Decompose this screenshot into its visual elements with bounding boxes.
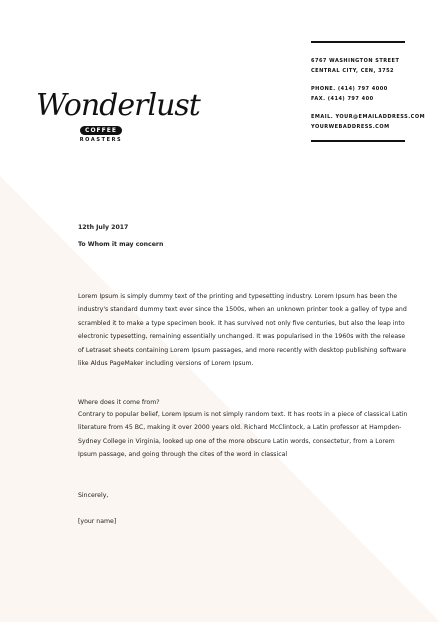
paragraph-line: literature from 45 BC, making it over 2000 years old. Richard McClintock, a Latin professor at Hampden-: [78, 424, 402, 432]
letter-salutation: To Whom it may concern: [78, 241, 164, 248]
logo-roasters-label: ROASTERS: [79, 137, 123, 143]
paragraph-1: [78, 290, 407, 370]
paragraph-line: of Letraset sheets containing Lorem Ipsum passages, and more recently with desktop publishing software: [78, 346, 407, 354]
brand-logo: [36, 88, 200, 148]
section-question: Where does it come from?: [78, 399, 160, 406]
paragraph-line: industry's standard dummy text ever since the 1500s, when an unknown printer took a galley of type and: [78, 306, 407, 314]
paragraph-2: [78, 408, 407, 462]
email-address: EMAIL. YOUR@EMAILADDRESS.COM: [311, 114, 426, 120]
paragraph-line: Lorem Ipsum is simply dummy text of the printing and typesetting industry. Lorem Ipsum has been the: [78, 293, 398, 300]
logo-coffee-badge: COFFEE: [80, 126, 122, 135]
paragraph-line: like Aldus PageMaker including versions of Lorem Ipsum.: [78, 360, 254, 368]
phone-number: PHONE. (414) 797 4000: [311, 86, 388, 92]
address-line-1: 6767 WASHINGTON STREET: [311, 58, 400, 64]
letter-date: 12th July 2017: [78, 224, 129, 231]
paragraph-line: electronic typesetting, remaining essentially unchanged. It was popularised in the 1960s with the release: [78, 333, 406, 341]
paragraph-line: Contrary to popular belief, Lorem Ipsum is not simply random text. It has roots in a piece of classical Latin: [78, 411, 408, 418]
contact-bottom-rule: [311, 140, 405, 142]
paragraph-line: Sydney College in Virginia, looked up one of the more obscure Latin words, consectetur, from a Lorem: [78, 437, 395, 445]
contact-block: [311, 41, 426, 142]
logo-wordmark: Wonderlust: [36, 88, 200, 123]
signature-name: [your name]: [78, 518, 117, 525]
website-address: YOURWEBADDRESS.COM: [311, 124, 390, 130]
paragraph-line: scrambled it to make a type specimen book. It has survived not only five centuries, but also the leap into: [78, 319, 405, 327]
letter-closing: Sincerely,: [78, 492, 109, 499]
fax-number: FAX. (414) 797 400: [311, 96, 374, 102]
address-line-2: CENTRAL CITY, CEN, 3752: [311, 68, 395, 74]
paragraph-line: Ipsum passage, and going through the cites of the word in classical: [78, 451, 288, 459]
